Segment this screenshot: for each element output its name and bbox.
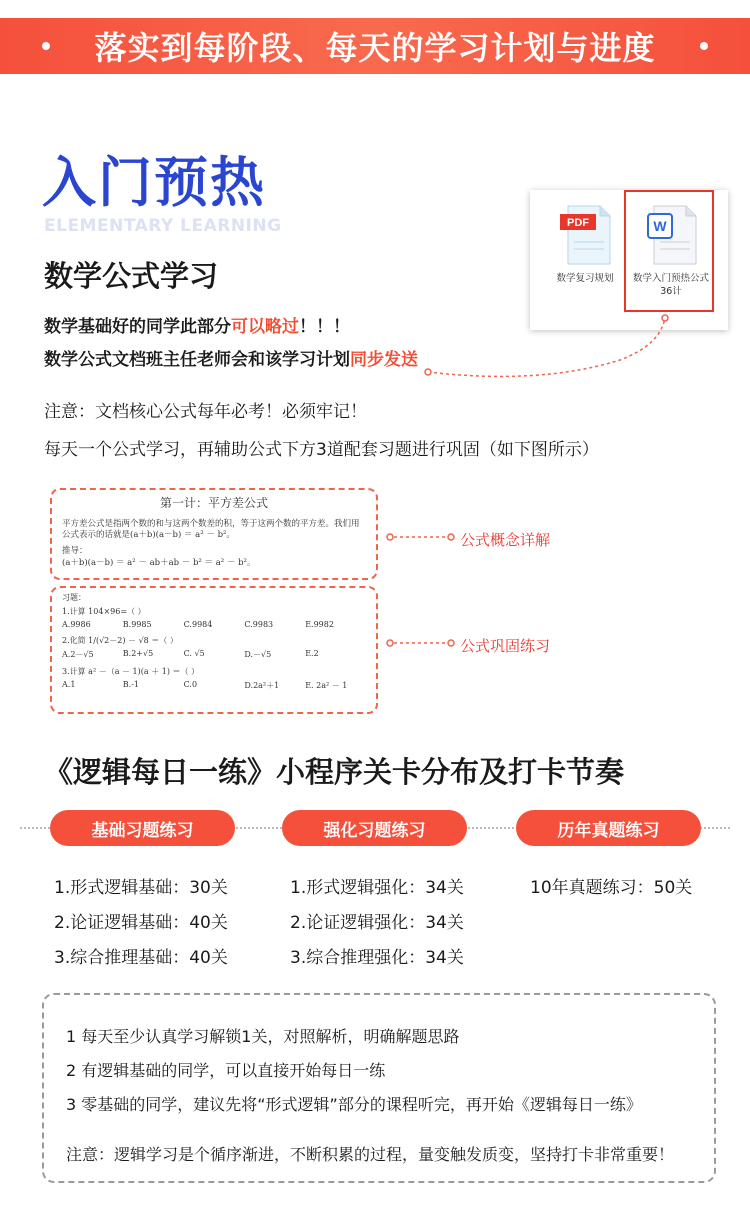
pill-past-exams: 历年真题练习: [516, 810, 701, 846]
q1-option: B.9985: [122, 620, 152, 629]
math-note-2: 每天一个公式学习，再辅助公式下方3道配套习题进行巩固（如下图所示）: [44, 440, 599, 460]
file-word-name: 数学入门预热公式36计: [632, 273, 709, 297]
section-subtitle: ELEMENTARY LEARNING: [44, 216, 282, 236]
note-2: 2 有逻辑基础的同学，可以直接开始每日一练: [66, 1061, 386, 1080]
exercise-q1: 1.计算 104×96=（ ）: [62, 607, 146, 616]
file-word[interactable]: [628, 200, 714, 298]
math-line-1-a: 数学基础好的同学此部分: [44, 317, 231, 337]
formula-desc: 平方差公式是指两个数的和与这两个数差的积，等于这两个数的平方差。我们用公式表示的话就是(a＋b)(a－b) ＝ a² － b²。: [62, 519, 360, 540]
word-badge: W: [653, 218, 667, 234]
exercise-q2: 2.化简 1/(√2－2) － √8 ＝（ ）: [62, 636, 178, 645]
word-icon: [644, 204, 698, 266]
practice-connector: [385, 637, 457, 649]
exercise-label: 习题：: [62, 593, 86, 602]
formula-concept-box: [50, 488, 378, 580]
math-line-2: [44, 345, 418, 370]
banner-title: 落实到每阶段、每天的学习计划与进度: [94, 29, 656, 67]
exercise-q2-options: [62, 649, 366, 660]
callout-practice: 公式巩固练习: [460, 637, 551, 655]
concept-connector: [385, 531, 457, 543]
math-line-1: [44, 312, 350, 337]
q1-option: C.9984: [183, 620, 213, 629]
q3-option: C.0: [183, 680, 198, 689]
q1-option: C.9983: [244, 620, 274, 629]
q2-option: A.2－√5: [62, 650, 94, 659]
math-note-1: 注意：文档核心公式每年必考！必须牢记！: [44, 402, 367, 422]
advanced-item: 3.综合推理强化：34关: [290, 948, 464, 968]
math-line-2-a: 数学公式文档班主任老师会和该学习计划: [44, 350, 350, 370]
math-line-1-c: ！！！: [299, 317, 350, 337]
advanced-item: 1.形式逻辑强化：34关: [290, 878, 464, 898]
math-line-1-highlight: 可以略过: [231, 317, 299, 337]
exercise-q3-options: [62, 680, 366, 691]
formula-title: 第一计：平方差公式: [159, 496, 268, 510]
basic-item: 2.论证逻辑基础：40关: [54, 913, 228, 933]
formula-proof: (a＋b)(a－b) ＝ a² － ab＋ab － b² ＝ a² － b²。: [62, 558, 256, 568]
exercise-q1-options: [62, 620, 366, 629]
q3-option: B.-1: [122, 680, 140, 689]
file-pdf[interactable]: [542, 200, 628, 285]
advanced-item: 2.论证逻辑强化：34关: [290, 913, 464, 933]
past-exam-item: 10年真题练习：50关: [530, 878, 693, 898]
basic-item: 1.形式逻辑基础：30关: [54, 878, 228, 898]
q2-option: D.－√5: [244, 650, 272, 659]
q1-option: E.9982: [305, 620, 334, 629]
math-line-2-highlight: 同步发送: [350, 350, 418, 370]
file-card: [530, 190, 728, 330]
notes-box: [42, 993, 716, 1183]
pill-basic: 基础习题练习: [50, 810, 235, 846]
pill-advanced: 强化习题练习: [282, 810, 467, 846]
q1-option: A.9986: [62, 620, 91, 629]
formula-proof-label: 推导：: [62, 546, 88, 556]
note-1: 1 每天至少认真学习解锁1关，对照解析，明确解题思路: [66, 1027, 460, 1046]
banner-dot-right: [700, 42, 708, 50]
top-banner: [0, 18, 750, 74]
q2-option: C. √5: [183, 649, 205, 658]
banner-dot-left: [42, 42, 50, 50]
file-pdf-name: 数学复习规划: [556, 273, 614, 284]
file-connector: [420, 310, 680, 385]
q2-option: B.2+√5: [122, 649, 154, 658]
q3-option: A.1: [62, 680, 76, 689]
q2-option: E.2: [305, 649, 319, 658]
pdf-icon: [558, 204, 612, 266]
q3-option: E. 2a² － 1: [305, 681, 348, 690]
exercise-q3: 3.计算 a² －（a － 1)(a ＋ 1) ＝（ ）: [62, 667, 200, 676]
formula-exercise-box: [50, 586, 378, 714]
q3-option: D.2a²＋1: [244, 681, 280, 690]
note-3: 3 零基础的同学，建议先将“形式逻辑”部分的课程听完，再开始《逻辑每日一练》: [66, 1095, 642, 1114]
section-title: 入门预热: [42, 151, 266, 214]
logic-heading: 《逻辑每日一练》小程序关卡分布及打卡节奏: [44, 755, 625, 789]
pdf-badge: PDF: [567, 217, 589, 229]
callout-concept: 公式概念详解: [460, 531, 551, 549]
note-4: 注意：逻辑学习是个循序渐进，不断积累的过程，量变触发质变，坚持打卡非常重要！: [66, 1145, 675, 1164]
basic-item: 3.综合推理基础：40关: [54, 948, 228, 968]
math-heading: 数学公式学习: [44, 259, 219, 293]
